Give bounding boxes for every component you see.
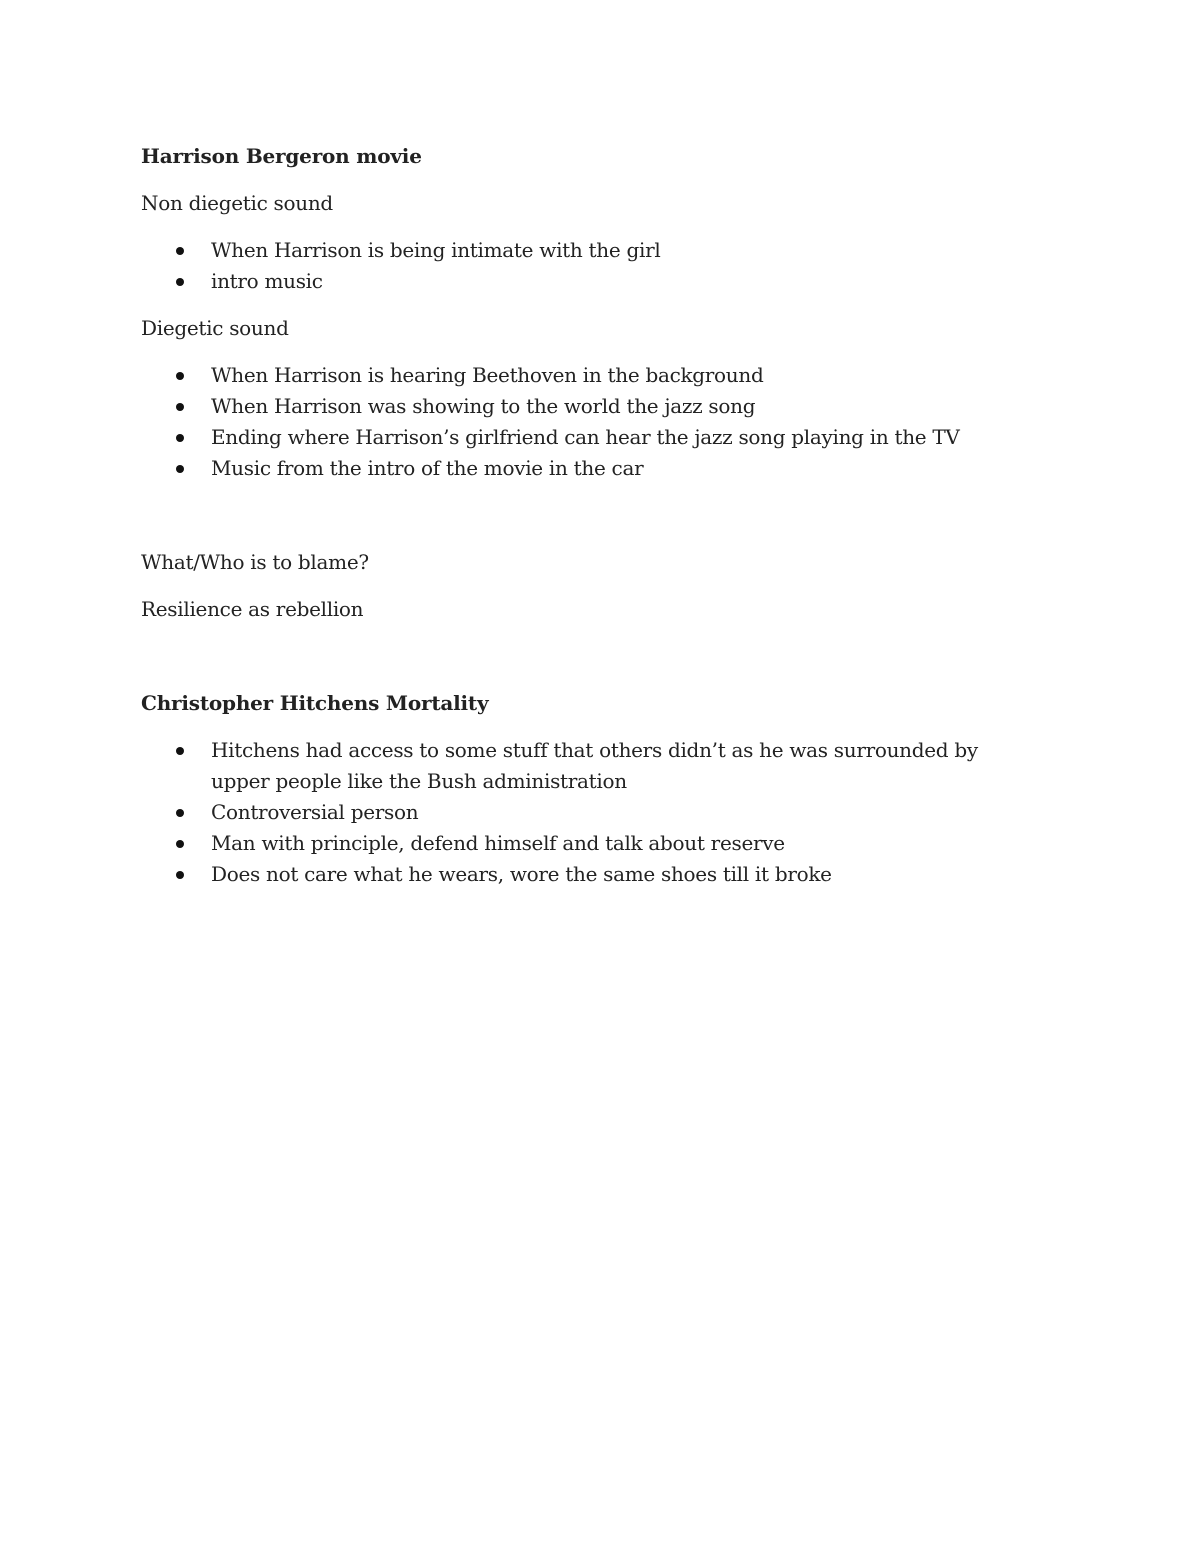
list-item-text: Controversial person [211, 800, 419, 824]
bullet-icon [176, 747, 184, 755]
list-item-text: intro music [211, 269, 323, 293]
list-item-text: When Harrison is hearing Beethoven in the background [211, 363, 764, 387]
blame-question: What/Who is to blame? [141, 550, 369, 574]
bullet-icon [176, 434, 184, 442]
bullet-icon [176, 278, 184, 286]
blank-line [141, 500, 1021, 547]
list-item-text: Man with principle, defend himself and talk about reserve [211, 831, 785, 855]
list-item [141, 797, 1021, 828]
bullet-icon [176, 871, 184, 879]
non-diegetic-list [141, 235, 1021, 297]
blank-line [141, 641, 1021, 688]
section-title-harrison-bergeron: Harrison Bergeron movie [141, 144, 422, 168]
list-item [141, 422, 1021, 453]
bullet-icon [176, 465, 184, 473]
list-item [141, 453, 1021, 484]
diegetic-label: Diegetic sound [141, 316, 289, 340]
list-item [141, 360, 1021, 391]
list-item-text: Music from the intro of the movie in the car [211, 456, 644, 480]
list-item [141, 235, 1021, 266]
list-item-text: When Harrison was showing to the world the jazz song [211, 394, 756, 418]
hitchens-list [141, 735, 1021, 890]
list-item [141, 859, 1021, 890]
list-item [141, 735, 1021, 797]
list-item-text: Ending where Harrison’s girlfriend can hear the jazz song playing in the TV [211, 425, 960, 449]
non-diegetic-label: Non diegetic sound [141, 191, 333, 215]
resilience-theme: Resilience as rebellion [141, 597, 364, 621]
list-item [141, 828, 1021, 859]
diegetic-list [141, 360, 1021, 484]
list-item [141, 266, 1021, 297]
list-item-text: Does not care what he wears, wore the same shoes till it broke [211, 862, 832, 886]
bullet-icon [176, 809, 184, 817]
bullet-icon [176, 840, 184, 848]
bullet-icon [176, 372, 184, 380]
list-item [141, 391, 1021, 422]
section-title-hitchens-mortality: Christopher Hitchens Mortality [141, 691, 489, 715]
list-item-text: Hitchens had access to some stuff that others didn’t as he was surrounded by upper people like the Bush administration [211, 738, 978, 793]
document-body [141, 141, 1021, 906]
list-item-text: When Harrison is being intimate with the girl [211, 238, 661, 262]
bullet-icon [176, 403, 184, 411]
bullet-icon [176, 247, 184, 255]
